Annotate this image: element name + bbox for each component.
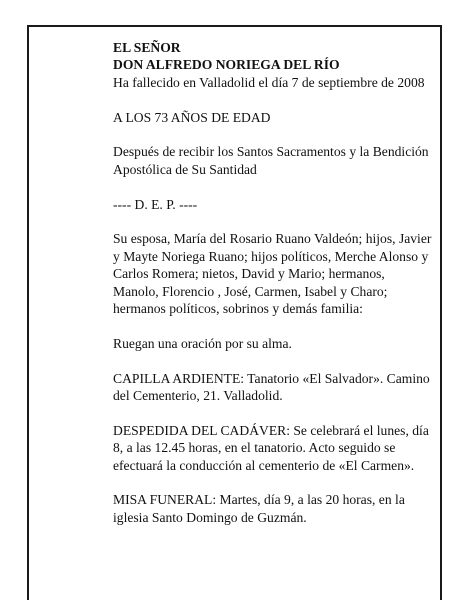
farewell-paragraph: DESPEDIDA DEL CADÁVER: Se celebrará el lunes, día 8, a las 12.45 horas, en el tanatorio. Acto seguido se efectuará la conducción al cementerio de «El Carmen». (113, 422, 429, 473)
dep-line: ---- D. E. P. ---- (113, 196, 198, 212)
mass-paragraph: MISA FUNERAL: Martes, día 9, a las 20 horas, en la iglesia Santo Domingo de Guzmán. (113, 492, 405, 525)
age-line: A LOS 73 AÑOS DE EDAD (113, 109, 271, 125)
deceased-name: DON ALFREDO NORIEGA DEL RÍO (113, 57, 340, 73)
sacraments-line: Después de recibir los Santos Sacramentos y la Bendición Apostólica de Su Santidad (113, 144, 429, 177)
prayer-line: Ruegan una oración por su alma. (113, 335, 292, 351)
family-paragraph: Su esposa, María del Rosario Ruano Valdeón; hijos, Javier y Mayte Noriega Ruano; hijos políticos, Merche Alonso y Carlos Romera; nietos, David y Mario; hermanos, Manolo, Florencio , José, Carmen, Isabel y Charo; hermanos políticos, sobrinos y demás familia: (113, 231, 432, 317)
obituary-text (113, 39, 433, 544)
title-line-1: EL SEÑOR (113, 40, 181, 55)
death-notice: Ha fallecido en Valladolid el día 7 de septiembre de 2008 (113, 74, 425, 90)
chapel-paragraph: CAPILLA ARDIENTE: Tanatorio «El Salvador». Camino del Cementerio, 21. Valladolid. (113, 370, 430, 404)
